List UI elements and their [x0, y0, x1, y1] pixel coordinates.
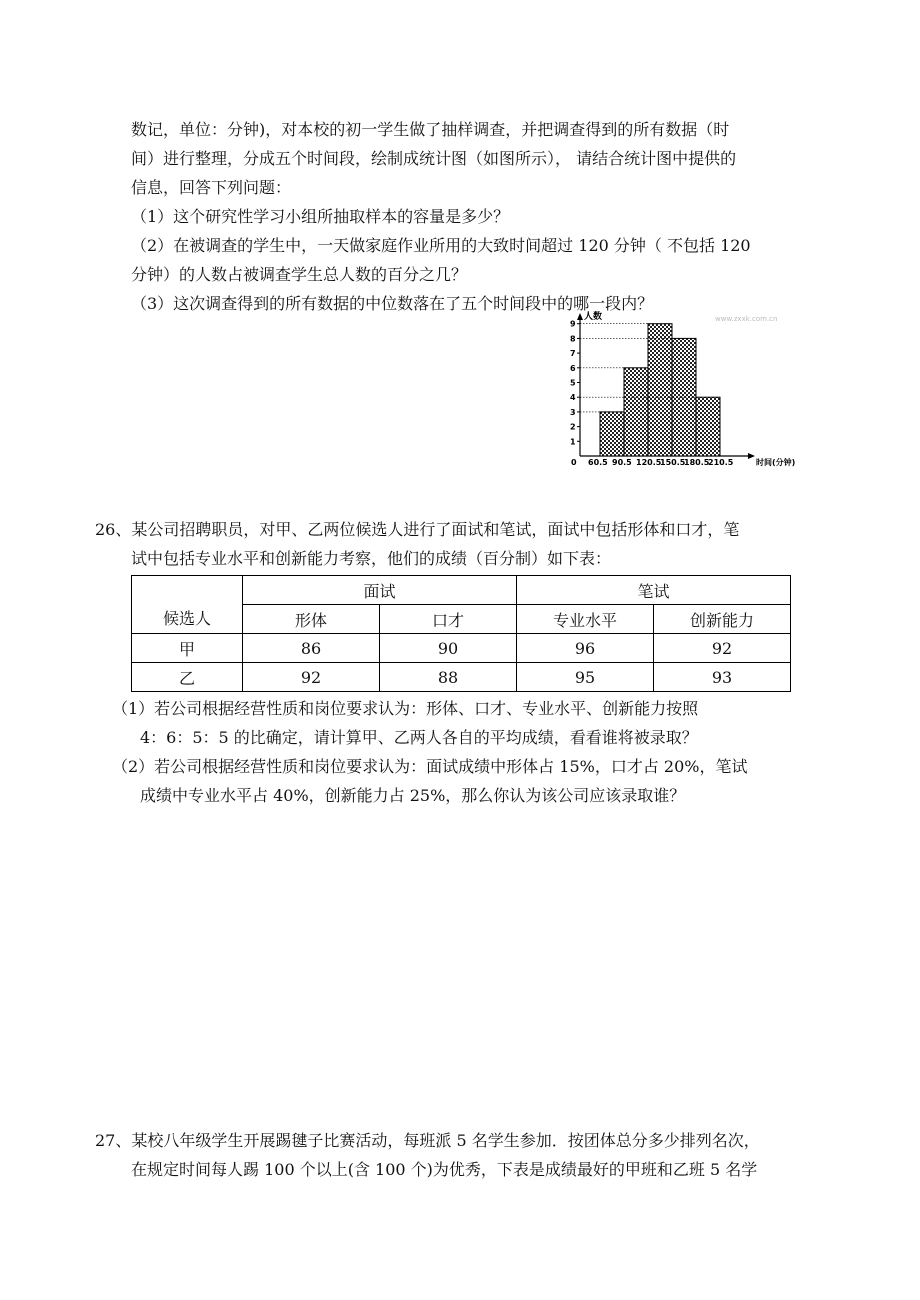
- histogram-chart: [560, 310, 820, 470]
- x-axis-arrow: [748, 453, 755, 459]
- histogram-bar: [624, 368, 648, 456]
- table-row: [132, 663, 791, 692]
- q25-sub-2-line-2: 分钟）的人数占被调查学生总人数的百分之几？: [131, 265, 468, 284]
- header-appearance: 形体: [243, 605, 380, 634]
- y-tick-label: 7: [570, 349, 576, 359]
- x-tick-label: 150.5: [660, 458, 686, 467]
- y-tick-label: 6: [570, 363, 576, 373]
- histogram-bar: [648, 324, 672, 456]
- q25-line-2: 间）进行整理，分成五个时间段，绘制成统计图（如图所示）， 请结合统计图中提供的: [131, 149, 737, 168]
- y-tick-label: 3: [570, 407, 576, 417]
- header-eloquence: 口才: [380, 605, 517, 634]
- table-header-row-1: [132, 576, 791, 605]
- q25-line-1: 数记，单位：分钟)，对本校的初一学生做了抽样调查，并把调查得到的所有数据（时: [131, 120, 730, 139]
- q27-line-2: 在规定时间每人踢 100 个以上(含 100 个)为优秀，下表是成绩最好的甲班和乙班 5 名学: [131, 1160, 758, 1179]
- y-axis-label: 人数: [584, 312, 603, 322]
- q26-sub-1-line-2: 4：6：5：5 的比确定，请计算甲、乙两人各自的平均成绩，看看谁将被录取？: [140, 728, 698, 747]
- q27-line-1: 27、某校八年级学生开展踢毽子比赛活动，每班派 5 名学生参加．按团体总分多少排列名次，: [95, 1131, 760, 1150]
- origin-label: 0: [571, 458, 577, 467]
- q26-sub-2-line-1: （2）若公司根据经营性质和岗位要求认为：面试成绩中形体占 15%，口才占 20%，笔试: [112, 757, 748, 776]
- y-tick-label: 9: [570, 319, 576, 329]
- q25-sub-3: （3）这次调查得到的所有数据的中位数落在了五个时间段中的哪一段内？: [131, 294, 654, 313]
- q26-sub-2-line-2: 成绩中专业水平占 40%，创新能力占 25%，那么你认为该公司应该录取谁？: [140, 786, 686, 805]
- row-name: 甲: [132, 634, 243, 663]
- y-tick-label: 1: [570, 437, 576, 447]
- cell: 96: [517, 634, 654, 663]
- watermark: www.zxxk.com.cn: [715, 315, 778, 323]
- cell: 86: [243, 634, 380, 663]
- header-candidate: 候选人: [132, 576, 243, 634]
- q25-line-3: 信息，回答下列问题：: [131, 178, 292, 197]
- table-row: [132, 634, 791, 663]
- cell: 90: [380, 634, 517, 663]
- header-innovation: 创新能力: [654, 605, 791, 634]
- x-tick-label: 210.5: [708, 458, 734, 467]
- y-axis-arrow: [577, 313, 583, 320]
- x-tick-label: 90.5: [612, 458, 632, 467]
- score-table: [131, 575, 791, 692]
- header-written: 笔试: [517, 576, 791, 605]
- cell: 95: [517, 663, 654, 692]
- q26-line-1: 26、某公司招聘职员，对甲、乙两位候选人进行了面试和笔试，面试中包括形体和口才，笔: [95, 520, 740, 539]
- x-tick-label: 180.5: [684, 458, 710, 467]
- y-tick-label: 4: [570, 393, 576, 403]
- q26-line-2: 试中包括专业水平和创新能力考察，他们的成绩（百分制）如下表：: [131, 549, 612, 568]
- cell: 88: [380, 663, 517, 692]
- x-tick-label: 120.5: [636, 458, 662, 467]
- histogram-bar: [696, 397, 720, 456]
- row-name: 乙: [132, 663, 243, 692]
- cell: 93: [654, 663, 791, 692]
- y-tick-label: 2: [570, 422, 576, 432]
- q25-sub-2-line-1: （2）在被调查的学生中，一天做家庭作业所用的大致时间超过 120 分钟（ 不包括 120: [131, 236, 751, 255]
- x-axis-label: 时间(分钟): [756, 458, 796, 467]
- histogram-bar: [600, 412, 624, 456]
- header-interview: 面试: [243, 576, 517, 605]
- q25-sub-1: （1）这个研究性学习小组所抽取样本的容量是多少？: [131, 207, 510, 226]
- y-tick-label: 8: [570, 334, 576, 344]
- x-tick-label: 60.5: [588, 458, 608, 467]
- cell: 92: [243, 663, 380, 692]
- header-professional: 专业水平: [517, 605, 654, 634]
- cell: 92: [654, 634, 791, 663]
- q26-sub-1-line-1: （1）若公司根据经营性质和岗位要求认为：形体、口才、专业水平、创新能力按照: [112, 699, 699, 718]
- y-tick-label: 5: [570, 378, 576, 388]
